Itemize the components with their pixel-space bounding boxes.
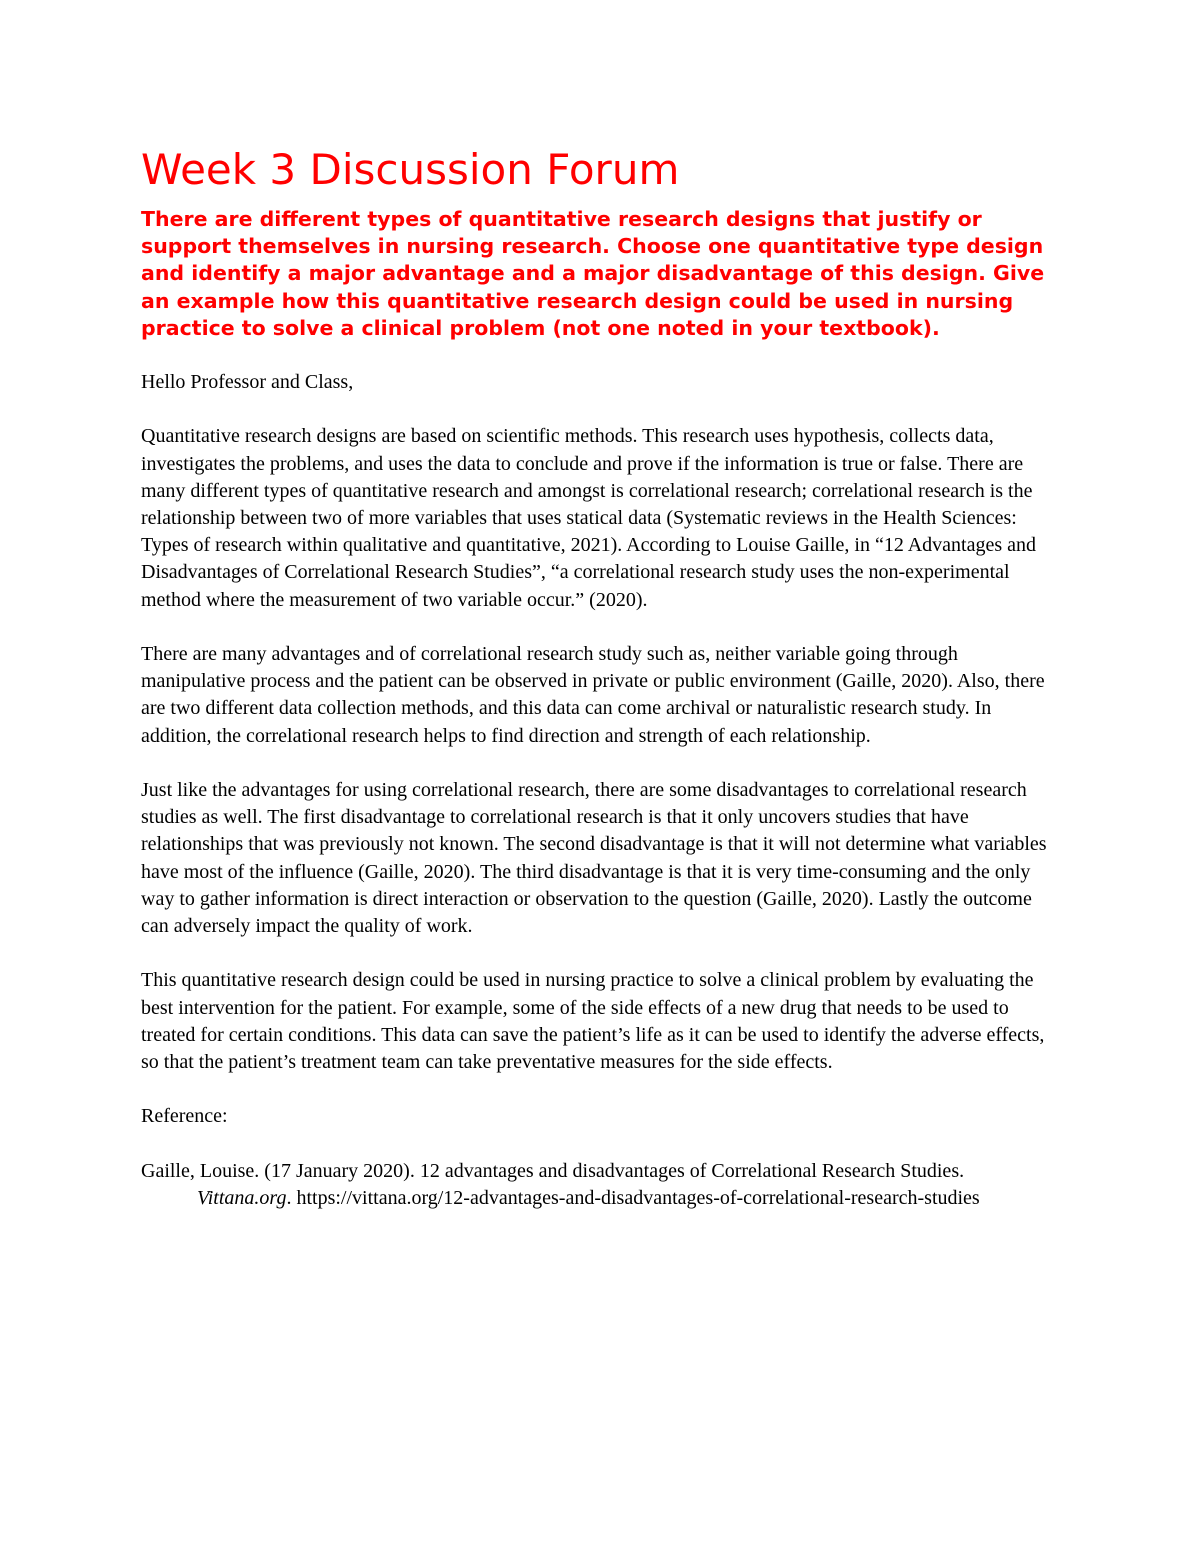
reference-dot: .	[286, 1187, 297, 1210]
reference-heading: Reference:	[141, 1105, 228, 1128]
discussion-prompt: There are different types of quantitative research designs that justify or support themselves in nursing research. Choose one quantitative type design and identify a major advantage and a major disadvantage of this design. Give an example how this quantitative research design could be used in nursing practice to solve a clinical problem (not one noted in your textbook).	[141, 207, 1045, 340]
reference-lead: Gaille, Louise. (17 January 2020). 12 advantages and disadvantages of Correlational Research Studies.	[141, 1159, 965, 1182]
reference-url: https://vittana.org/12-advantages-and-disadvantages-of-correlational-research-studies	[296, 1187, 980, 1210]
paragraph-clinical-example: This quantitative research design could be used in nursing practice to solve a clinical problem by evaluating the best intervention for the patient. For example, some of the side effects of a new drug that needs to be used to treated for certain conditions. This data can save the patient’s life as it can be used to identify the adverse effects, so that the patient’s treatment team can take preventative measures for the side effects.	[141, 969, 1045, 1074]
document-title: Week 3 Discussion Forum	[141, 145, 680, 194]
paragraph-advantages: There are many advantages and of correlational research study such as, neither variable going through manipulative process and the patient can be observed in private or public environment (Gaille, 2020). Also, there are two different data collection methods, and this data can come archival or naturalistic research study. In addition, the correlational research helps to find direction and strength of each relationship.	[141, 643, 1045, 747]
reference-entry	[141, 1158, 1061, 1212]
greeting: Hello Professor and Class,	[141, 371, 354, 394]
reference-source: Vittana.org	[197, 1187, 287, 1210]
document-page	[141, 140, 1061, 1212]
paragraph-intro: Quantitative research designs are based on scientific methods. This research uses hypothesis, collects data, investigates the problems, and uses the data to conclude and prove if the information is true or false. There are many different types of quantitative research and amongst is correlational research; correlational research is the relationship between two of more variables that uses statical data (Systematic reviews in the Health Sciences: Types of research within qualitative and quantitative, 2021). According to Louise Gaille, in “12 Advantages and Disadvantages of Correlational Research Studies”, “a correlational research study uses the non-experimental method where the measurement of two variable occur.” (2020).	[141, 425, 1037, 611]
paragraph-disadvantages: Just like the advantages for using correlational research, there are some disadvantages to correlational research studies as well. The first disadvantage to correlational research is that it only uncovers studies that have relationships that was previously not known. The second disadvantage is that it will not determine what variables have most of the influence (Gaille, 2020). The third disadvantage is that it is very time-consuming and the only way to gather information is direct interaction or observation to the question (Gaille, 2020). Lastly the outcome can adversely impact the quality of work.	[141, 779, 1047, 938]
